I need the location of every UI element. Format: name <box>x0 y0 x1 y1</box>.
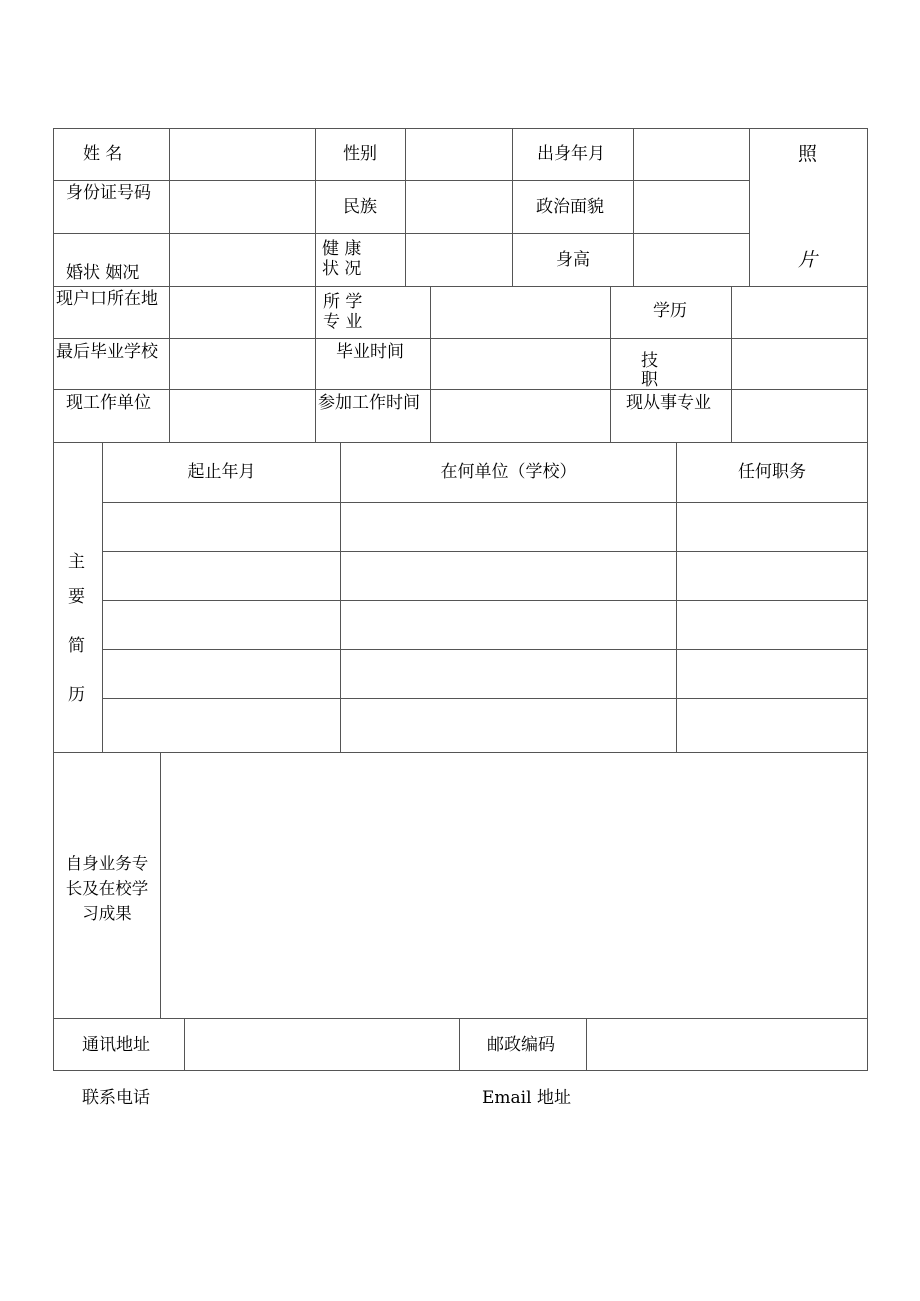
hukou-label: 现户口所在地 <box>56 289 158 309</box>
grad-time-input[interactable] <box>431 339 610 389</box>
resume-side-char: 简 <box>68 636 85 656</box>
work-start-label: 参加工作时间 <box>318 393 420 413</box>
id-label: 身份证号码 <box>66 183 151 203</box>
gender-label: 性别 <box>343 144 377 164</box>
address-label: 通讯地址 <box>82 1035 150 1055</box>
col-line <box>459 1018 460 1071</box>
resume-header-organization: 在何单位（学校） <box>440 462 577 482</box>
grad-time-label: 毕业时间 <box>336 342 404 362</box>
border-left <box>53 128 54 1071</box>
skills-label-line: 习成果 <box>82 904 132 923</box>
skills-input[interactable] <box>161 753 867 1018</box>
gender-input[interactable] <box>406 129 512 180</box>
work-start-input[interactable] <box>431 390 610 442</box>
employer-label: 现工作单位 <box>66 393 151 413</box>
marital-label: 婚状 姻况 <box>66 263 140 283</box>
postcode-label: 邮政编码 <box>487 1035 555 1055</box>
resume-header-position: 任何职务 <box>738 462 806 482</box>
education-input[interactable] <box>732 287 867 338</box>
school-label: 最后毕业学校 <box>56 342 158 362</box>
height-label: 身高 <box>556 250 590 270</box>
current-field-label: 现从事专业 <box>626 393 711 413</box>
political-status-input[interactable] <box>634 181 749 233</box>
employer-input[interactable] <box>170 390 315 442</box>
title-label-line1: 技 <box>641 351 658 371</box>
name-input[interactable] <box>170 129 315 180</box>
photo-label-top: 照 <box>798 143 818 165</box>
col-line <box>315 286 316 442</box>
phone-label: 联系电话 <box>82 1088 150 1108</box>
skills-label-line: 自身业务专 <box>65 854 149 873</box>
photo-label-bottom: 片 <box>798 249 818 271</box>
major-label-line1: 所 学 <box>323 292 363 312</box>
ethnicity-input[interactable] <box>406 181 512 233</box>
col-line <box>512 128 513 286</box>
col-line <box>315 128 316 286</box>
health-input[interactable] <box>406 234 512 286</box>
border-bottom <box>53 1070 868 1071</box>
ethnicity-label: 民族 <box>343 197 377 217</box>
school-input[interactable] <box>170 339 315 389</box>
political-label: 政治面貌 <box>536 197 604 217</box>
id-number-input[interactable] <box>170 181 315 233</box>
email-label: Email 地址 <box>482 1088 571 1108</box>
col-line <box>610 286 611 442</box>
title-label-line2: 职 <box>641 370 658 390</box>
hukou-input[interactable] <box>170 287 315 338</box>
resume-side-char: 要 <box>68 587 85 607</box>
marital-status-input[interactable] <box>170 234 315 286</box>
postcode-input[interactable] <box>587 1019 867 1070</box>
major-label-line2: 专 业 <box>323 312 363 332</box>
health-label-line1: 健 康 <box>322 239 362 259</box>
row-line <box>53 442 868 443</box>
resume-entries[interactable] <box>103 503 868 752</box>
resume-side-char: 主 <box>68 552 85 572</box>
birth-label: 出身年月 <box>537 144 605 164</box>
height-input[interactable] <box>634 234 749 286</box>
resume-header-period: 起止年月 <box>187 462 256 482</box>
resume-side-char: 历 <box>68 685 85 705</box>
skills-label-line: 长及在校学 <box>65 879 149 898</box>
major-input[interactable] <box>431 287 610 338</box>
title-input[interactable] <box>732 339 867 389</box>
name-label: 姓 名 <box>83 144 123 164</box>
education-label: 学历 <box>653 301 687 321</box>
birth-input[interactable] <box>634 129 749 180</box>
health-label-line2: 状 况 <box>322 259 362 279</box>
current-field-input[interactable] <box>732 390 867 442</box>
address-input[interactable] <box>185 1019 459 1070</box>
